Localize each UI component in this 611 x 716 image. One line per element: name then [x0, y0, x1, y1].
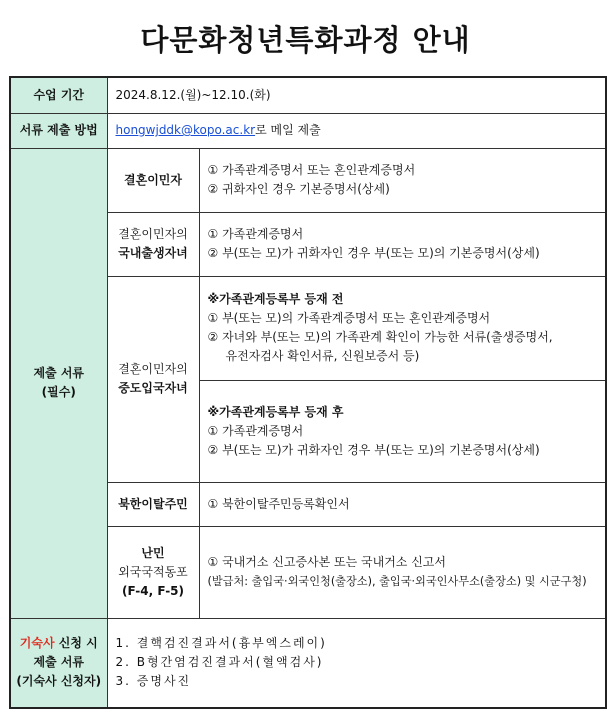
- documents-label: [10, 148, 107, 618]
- documents-label-line2: (필수): [41, 385, 76, 399]
- dorm-doc-item: 1. 결핵검진결과서(흉부엑스레이): [115, 636, 327, 651]
- doc-item: ② 부(또는 모)가 귀화자인 경우 부(또는 모)의 기본증명서(상세): [207, 442, 540, 457]
- row-period: [10, 77, 606, 113]
- group-name-bold: 국내출생자녀: [118, 246, 188, 260]
- group-docs-north-korean-defector: [199, 482, 606, 526]
- doc-item: ② 부(또는 모)가 귀화자인 경우 부(또는 모)의 기본증명서(상세): [207, 246, 540, 260]
- dorm-doc-item: 3. 증명사진: [115, 674, 192, 689]
- doc-item: ② 자녀와 부(또는 모)의 가족관계 확인이 가능한 서류(출생증명서,: [207, 330, 553, 344]
- dorm-label: [10, 618, 107, 708]
- group-docs-refugee: [199, 526, 606, 618]
- section-heading: ※가족관계등록부 등재 전: [207, 292, 344, 306]
- dorm-label-line2: 제출 서류: [33, 655, 85, 670]
- dorm-label-red: 기숙사: [19, 636, 55, 651]
- doc-item-continued: 유전자검사 확인서류, 신원보증서 등): [225, 349, 420, 363]
- period-label: 수업 기간: [10, 77, 107, 113]
- group-name-line2: 외국국적동포: [118, 564, 188, 579]
- group-name-bold: 북한이탈주민: [118, 496, 188, 511]
- group-name-bold: 난민: [141, 545, 165, 560]
- dorm-label-rest: 신청 시: [54, 636, 98, 651]
- group-docs-midentry-before: [199, 276, 606, 380]
- row-submission: [10, 113, 606, 148]
- group-docs-marriage-immigrant: [199, 148, 606, 212]
- doc-item: ① 가족관계증명서 또는 혼인관계증명서: [207, 163, 416, 177]
- submission-label: 서류 제출 방법: [10, 113, 107, 148]
- row-doc-marriage-immigrant: [10, 148, 606, 212]
- group-name-midentry-child: [107, 276, 199, 482]
- dorm-label-line3: (기숙사 신청자): [16, 674, 102, 689]
- info-table: [9, 76, 607, 709]
- group-docs-midentry-after: [199, 380, 606, 482]
- group-name-bold: 결혼이민자: [124, 172, 182, 187]
- documents-label-line1: 제출 서류: [33, 366, 85, 380]
- group-name-bold: 중도입국자녀: [118, 381, 188, 395]
- doc-item: ② 귀화자인 경우 기본증명서(상세): [207, 182, 390, 196]
- doc-item: ① 국내거소 신고증사본 또는 국내거소 신고서: [207, 555, 446, 569]
- doc-item: ① 가족관계증명서: [207, 227, 304, 241]
- group-docs-domestic-child: [199, 212, 606, 276]
- page-title: 다문화청년특화과정 안내: [140, 23, 471, 57]
- row-dorm: [10, 618, 606, 708]
- period-value: 2024.8.12.(월)~12.10.(화): [107, 77, 606, 113]
- doc-item: (발급처: 출입국·외국인청(출장소), 출입국·외국인사무소(출장소) 및 시군구청): [207, 575, 587, 588]
- group-name-marriage-immigrant: [107, 148, 199, 212]
- group-name-bold: (F-4, F-5): [121, 583, 185, 598]
- group-name-refugee: [107, 526, 199, 618]
- section-heading: ※가족관계등록부 등재 후: [207, 404, 344, 419]
- group-name-north-korean-defector: [107, 482, 199, 526]
- dorm-docs: [107, 618, 606, 708]
- doc-item: ① 부(또는 모)의 가족관계증명서 또는 혼인관계증명서: [207, 311, 491, 325]
- dorm-doc-item: 2. B형간염검진결과서(혈액검사): [115, 655, 324, 670]
- submission-suffix: 로 메일 제출: [255, 123, 321, 137]
- group-name-line1: 결혼이민자의: [118, 227, 188, 241]
- email-link[interactable]: hongwjddk@kopo.ac.kr: [115, 123, 256, 137]
- doc-item: ① 북한이탈주민등록확인서: [207, 496, 350, 511]
- doc-item: ① 가족관계증명서: [207, 423, 304, 438]
- group-name-line1: 결혼이민자의: [118, 362, 188, 376]
- group-name-domestic-child: [107, 212, 199, 276]
- submission-value: [107, 113, 606, 148]
